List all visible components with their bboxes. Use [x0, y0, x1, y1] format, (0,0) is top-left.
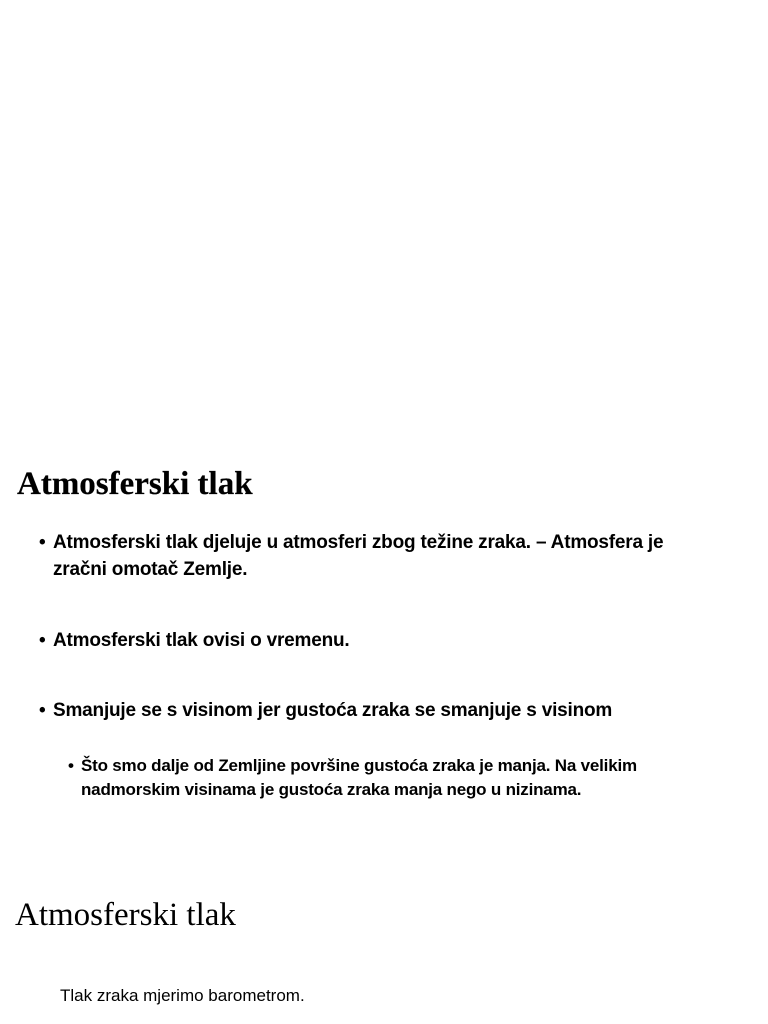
bullet-text: Smanjuje se s visinom jer gustoća zraka se smanjuje s visinom — [53, 700, 613, 721]
body-text: Tlak zraka mjerimo barometrom. — [60, 986, 305, 1005]
bullet-item — [39, 697, 673, 724]
bullet-text: Atmosferski tlak ovisi o vremenu. — [53, 630, 350, 651]
slide-title: Atmosferski tlak — [15, 897, 236, 933]
bullet-item — [39, 529, 673, 583]
bullet-text: Atmosferski tlak djeluje u atmosferi zbog težine zraka. – Atmosfera je zračni omotač Zemlje. — [53, 532, 664, 580]
sub-bullet-text: Što smo dalje od Zemljine površine gustoća zraka je manja. Na velikim nadmorskim visinama je gustoća zraka manja nego u nizinama. — [81, 756, 637, 799]
slide-title: Atmosferski tlak — [17, 466, 253, 502]
bullet-item — [39, 627, 673, 654]
bullet-dot-icon: • — [68, 756, 74, 775]
bullet-dot-icon: • — [39, 700, 46, 721]
bullet-dot-icon: • — [39, 532, 46, 553]
sub-bullet-item — [68, 754, 681, 802]
bullet-dot-icon: • — [39, 630, 46, 651]
